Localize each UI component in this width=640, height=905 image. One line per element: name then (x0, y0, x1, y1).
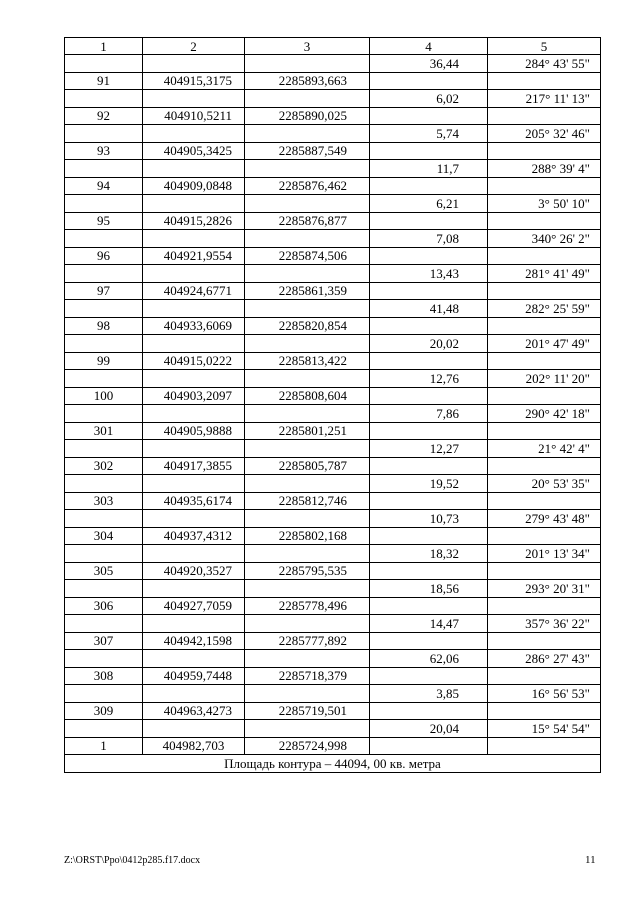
point-row (65, 352, 601, 370)
point-y: 2285874,506 (245, 247, 370, 265)
point-x: 404963,4273 (143, 702, 245, 720)
point-number: 302 (65, 457, 143, 475)
point-y: 2285861,359 (245, 282, 370, 300)
segment-distance: 13,43 (370, 265, 488, 283)
empty-cell (370, 492, 488, 510)
segment-angle: 201° 13' 34" (488, 545, 601, 563)
empty-cell (488, 72, 601, 90)
segment-distance: 20,02 (370, 335, 488, 353)
segment-angle: 20° 53' 35" (488, 475, 601, 493)
empty-cell (65, 300, 143, 318)
point-x: 404933,6069 (143, 317, 245, 335)
segment-row (65, 55, 601, 73)
segment-row (65, 440, 601, 458)
point-x: 404910,5211 (143, 107, 245, 125)
segment-row (65, 615, 601, 633)
coordinates-table-body (65, 38, 601, 773)
point-number: 95 (65, 212, 143, 230)
point-number: 96 (65, 247, 143, 265)
empty-cell (245, 335, 370, 353)
empty-cell (370, 422, 488, 440)
empty-cell (370, 282, 488, 300)
point-y: 2285808,604 (245, 387, 370, 405)
point-x: 404905,9888 (143, 422, 245, 440)
empty-cell (488, 212, 601, 230)
segment-row (65, 650, 601, 668)
empty-cell (245, 230, 370, 248)
empty-cell (65, 510, 143, 528)
point-x: 404917,3855 (143, 457, 245, 475)
header-col-4: 4 (370, 38, 488, 55)
empty-cell (245, 615, 370, 633)
empty-cell (143, 440, 245, 458)
empty-cell (488, 632, 601, 650)
empty-cell (245, 125, 370, 143)
empty-cell (245, 475, 370, 493)
point-number: 94 (65, 177, 143, 195)
empty-cell (65, 335, 143, 353)
empty-cell (143, 545, 245, 563)
point-y: 2285802,168 (245, 527, 370, 545)
point-x: 404927,7059 (143, 597, 245, 615)
empty-cell (370, 387, 488, 405)
point-number: 100 (65, 387, 143, 405)
empty-cell (143, 510, 245, 528)
segment-row (65, 265, 601, 283)
segment-row (65, 90, 601, 108)
segment-row (65, 125, 601, 143)
empty-cell (488, 247, 601, 265)
segment-angle: 288° 39' 4" (488, 160, 601, 178)
segment-angle: 281° 41' 49" (488, 265, 601, 283)
point-x: 404935,6174 (143, 492, 245, 510)
empty-cell (143, 300, 245, 318)
point-row (65, 737, 601, 755)
point-row (65, 212, 601, 230)
segment-angle: 284° 43' 55" (488, 55, 601, 73)
empty-cell (488, 142, 601, 160)
coordinates-table (64, 37, 601, 773)
segment-row (65, 300, 601, 318)
empty-cell (245, 650, 370, 668)
empty-cell (370, 702, 488, 720)
point-y: 2285805,787 (245, 457, 370, 475)
segment-distance: 14,47 (370, 615, 488, 633)
empty-cell (143, 90, 245, 108)
header-col-1: 1 (65, 38, 143, 55)
empty-cell (245, 580, 370, 598)
segment-distance: 36,44 (370, 55, 488, 73)
point-number: 304 (65, 527, 143, 545)
point-row (65, 457, 601, 475)
point-row (65, 107, 601, 125)
point-x: 404905,3425 (143, 142, 245, 160)
empty-cell (65, 650, 143, 668)
empty-cell (370, 457, 488, 475)
empty-cell (65, 545, 143, 563)
segment-angle: 340° 26' 2" (488, 230, 601, 248)
empty-cell (488, 177, 601, 195)
empty-cell (143, 230, 245, 248)
point-x: 404915,2826 (143, 212, 245, 230)
empty-cell (143, 125, 245, 143)
point-number: 1 (65, 737, 143, 755)
segment-distance: 7,86 (370, 405, 488, 423)
empty-cell (370, 177, 488, 195)
point-row (65, 667, 601, 685)
point-number: 92 (65, 107, 143, 125)
point-number: 98 (65, 317, 143, 335)
segment-angle: 290° 42' 18" (488, 405, 601, 423)
empty-cell (370, 142, 488, 160)
point-y: 2285777,892 (245, 632, 370, 650)
point-x: 404915,3175 (143, 72, 245, 90)
point-row (65, 72, 601, 90)
point-number: 91 (65, 72, 143, 90)
point-number: 99 (65, 352, 143, 370)
point-x: 404937,4312 (143, 527, 245, 545)
segment-row (65, 720, 601, 738)
area-row (65, 755, 601, 773)
point-number: 305 (65, 562, 143, 580)
segment-row (65, 545, 601, 563)
segment-distance: 62,06 (370, 650, 488, 668)
point-x: 404942,1598 (143, 632, 245, 650)
empty-cell (65, 615, 143, 633)
empty-cell (245, 545, 370, 563)
empty-cell (65, 440, 143, 458)
point-y: 2285876,462 (245, 177, 370, 195)
segment-row (65, 195, 601, 213)
point-number: 307 (65, 632, 143, 650)
point-row (65, 422, 601, 440)
empty-cell (245, 300, 370, 318)
empty-cell (488, 107, 601, 125)
empty-cell (143, 370, 245, 388)
point-row (65, 247, 601, 265)
segment-row (65, 685, 601, 703)
segment-distance: 19,52 (370, 475, 488, 493)
point-x: 404915,0222 (143, 352, 245, 370)
empty-cell (65, 230, 143, 248)
empty-cell (65, 685, 143, 703)
empty-cell (370, 597, 488, 615)
point-number: 301 (65, 422, 143, 440)
empty-cell (370, 737, 488, 755)
empty-cell (65, 90, 143, 108)
empty-cell (370, 107, 488, 125)
point-x: 404924,6771 (143, 282, 245, 300)
segment-distance: 18,56 (370, 580, 488, 598)
point-row (65, 632, 601, 650)
header-col-2: 2 (143, 38, 245, 55)
empty-cell (143, 580, 245, 598)
point-number: 309 (65, 702, 143, 720)
empty-cell (65, 370, 143, 388)
empty-cell (488, 527, 601, 545)
segment-row (65, 510, 601, 528)
point-row (65, 527, 601, 545)
empty-cell (245, 265, 370, 283)
empty-cell (488, 422, 601, 440)
point-y: 2285801,251 (245, 422, 370, 440)
point-row (65, 702, 601, 720)
empty-cell (245, 370, 370, 388)
empty-cell (488, 387, 601, 405)
empty-cell (245, 405, 370, 423)
empty-cell (143, 265, 245, 283)
empty-cell (65, 265, 143, 283)
point-row (65, 142, 601, 160)
segment-row (65, 335, 601, 353)
empty-cell (488, 597, 601, 615)
empty-cell (143, 335, 245, 353)
header-row (65, 38, 601, 55)
point-x: 404909,0848 (143, 177, 245, 195)
empty-cell (65, 160, 143, 178)
empty-cell (488, 667, 601, 685)
segment-row (65, 160, 601, 178)
point-number: 306 (65, 597, 143, 615)
point-number: 93 (65, 142, 143, 160)
empty-cell (65, 720, 143, 738)
segment-row (65, 475, 601, 493)
contour-area: Площадь контура – 44094, 00 кв. метра (65, 755, 601, 773)
empty-cell (245, 510, 370, 528)
point-x: 404920,3527 (143, 562, 245, 580)
segment-distance: 6,21 (370, 195, 488, 213)
point-y: 2285718,379 (245, 667, 370, 685)
empty-cell (245, 195, 370, 213)
point-y: 2285887,549 (245, 142, 370, 160)
point-row (65, 282, 601, 300)
segment-distance: 12,27 (370, 440, 488, 458)
empty-cell (143, 650, 245, 668)
empty-cell (245, 720, 370, 738)
segment-distance: 41,48 (370, 300, 488, 318)
segment-row (65, 370, 601, 388)
empty-cell (65, 405, 143, 423)
empty-cell (65, 125, 143, 143)
point-x: 404921,9554 (143, 247, 245, 265)
empty-cell (65, 580, 143, 598)
empty-cell (488, 457, 601, 475)
point-y: 2285778,496 (245, 597, 370, 615)
segment-distance: 18,32 (370, 545, 488, 563)
empty-cell (488, 562, 601, 580)
point-row (65, 597, 601, 615)
segment-angle: 3° 50' 10" (488, 195, 601, 213)
empty-cell (245, 440, 370, 458)
segment-distance: 6,02 (370, 90, 488, 108)
point-y: 2285795,535 (245, 562, 370, 580)
segment-distance: 3,85 (370, 685, 488, 703)
segment-angle: 293° 20' 31" (488, 580, 601, 598)
header-col-3: 3 (245, 38, 370, 55)
point-y: 2285876,877 (245, 212, 370, 230)
segment-angle: 282° 25' 59" (488, 300, 601, 318)
segment-distance: 11,7 (370, 160, 488, 178)
empty-cell (143, 475, 245, 493)
empty-cell (488, 282, 601, 300)
empty-cell (245, 90, 370, 108)
empty-cell (65, 195, 143, 213)
empty-cell (370, 562, 488, 580)
empty-cell (370, 527, 488, 545)
point-row (65, 562, 601, 580)
point-y: 2285724,998 (245, 737, 370, 755)
segment-row (65, 405, 601, 423)
segment-angle: 21° 42' 4" (488, 440, 601, 458)
segment-angle: 201° 47' 49" (488, 335, 601, 353)
segment-angle: 205° 32' 46" (488, 125, 601, 143)
segment-distance: 5,74 (370, 125, 488, 143)
empty-cell (370, 352, 488, 370)
segment-angle: 217° 11' 13" (488, 90, 601, 108)
page-number: 11 (585, 854, 596, 866)
segment-angle: 279° 43' 48" (488, 510, 601, 528)
empty-cell (370, 667, 488, 685)
segment-row (65, 580, 601, 598)
point-y: 2285812,746 (245, 492, 370, 510)
empty-cell (143, 720, 245, 738)
segment-distance: 20,04 (370, 720, 488, 738)
empty-cell (143, 160, 245, 178)
header-col-5: 5 (488, 38, 601, 55)
point-row (65, 492, 601, 510)
point-number: 97 (65, 282, 143, 300)
point-y: 2285719,501 (245, 702, 370, 720)
empty-cell (370, 632, 488, 650)
segment-angle: 286° 27' 43" (488, 650, 601, 668)
segment-distance: 10,73 (370, 510, 488, 528)
segment-row (65, 230, 601, 248)
point-number: 303 (65, 492, 143, 510)
empty-cell (488, 702, 601, 720)
point-y: 2285813,422 (245, 352, 370, 370)
empty-cell (245, 160, 370, 178)
empty-cell (370, 212, 488, 230)
empty-cell (245, 685, 370, 703)
empty-cell (143, 615, 245, 633)
empty-cell (143, 405, 245, 423)
segment-distance: 12,76 (370, 370, 488, 388)
point-y: 2285890,025 (245, 107, 370, 125)
segment-angle: 357° 36' 22" (488, 615, 601, 633)
segment-angle: 202° 11' 20" (488, 370, 601, 388)
empty-cell (143, 685, 245, 703)
point-y: 2285820,854 (245, 317, 370, 335)
footer-file-path: Z:\ORST\Ppo\0412p285.f17.docx (64, 855, 201, 866)
empty-cell (370, 72, 488, 90)
empty-cell (488, 317, 601, 335)
point-x: 404959,7448 (143, 667, 245, 685)
empty-cell (370, 247, 488, 265)
point-row (65, 177, 601, 195)
point-x: 404903,2097 (143, 387, 245, 405)
point-x: 404982,703 (143, 737, 245, 755)
segment-distance: 7,08 (370, 230, 488, 248)
point-number: 308 (65, 667, 143, 685)
point-row (65, 317, 601, 335)
empty-cell (370, 317, 488, 335)
point-row (65, 387, 601, 405)
empty-cell (65, 475, 143, 493)
empty-cell (488, 352, 601, 370)
empty-cell (488, 492, 601, 510)
empty-cell (488, 737, 601, 755)
segment-angle: 15° 54' 54" (488, 720, 601, 738)
segment-angle: 16° 56' 53" (488, 685, 601, 703)
empty-cell (143, 195, 245, 213)
point-y: 2285893,663 (245, 72, 370, 90)
